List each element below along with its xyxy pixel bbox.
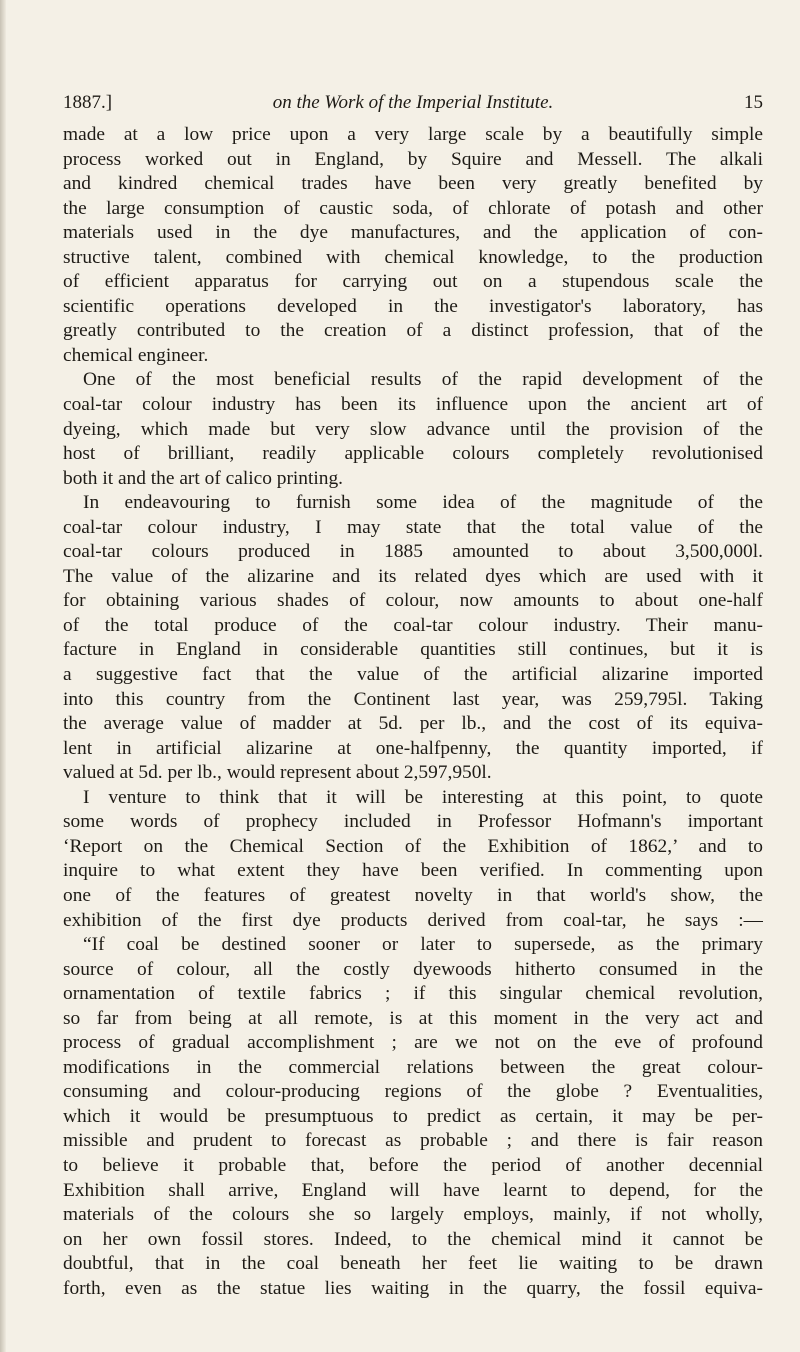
text-line: on her own fossil stores. Indeed, to the chemical mind it cannot be [63, 1228, 763, 1250]
text-line: one of the features of greatest novelty in that world's show, the [63, 884, 763, 906]
header-title: on the Work of the Imperial Institute. [272, 92, 554, 113]
text-line: process of gradual accomplishment ; are we not on the eve of profound [63, 1032, 763, 1054]
text-line: coal-tar colours produced in 1885 amounted to about 3,500,000l. [63, 541, 763, 563]
header-year: 1887.] [63, 92, 113, 113]
text-line: exhibition of the first dye products derived from coal-tar, he says :— [63, 909, 763, 931]
text-line: scientific operations developed in the investigator's laboratory, has [63, 295, 763, 317]
text-line: ornamentation of textile fabrics ; if this singular chemical revolution, [63, 983, 763, 1005]
text-line: materials used in the dye manufactures, and the application of con- [63, 222, 763, 244]
text-line: made at a low price upon a very large scale by a beautifully simple [63, 124, 763, 145]
running-head [63, 90, 763, 116]
text-line: of the total produce of the coal-tar colour industry. Their manu- [63, 614, 763, 636]
text-line: modifications in the commercial relations between the great colour- [63, 1056, 763, 1078]
text-line: which it would be presumptuous to predict as certain, it may be per- [63, 1105, 763, 1127]
text-line: facture in England in considerable quantities still continues, but it is [63, 639, 763, 661]
text-line: lent in artificial alizarine at one-halfpenny, the quantity imported, if [63, 737, 763, 759]
page-edge [0, 0, 6, 1352]
text-line: I venture to think that it will be interesting at this point, to quote [83, 786, 763, 808]
text-line: both it and the art of calico printing. [63, 467, 344, 489]
text-line: coal-tar colour industry has been its influence upon the ancient art of [63, 394, 763, 416]
text-line: ‘Report on the Chemical Section of the Exhibition of 1862,’ and to [63, 835, 763, 857]
text-line: for obtaining various shades of colour, now amounts to about one-half [63, 590, 763, 612]
text-line: inquire to what extent they have been verified. In commenting upon [63, 860, 763, 882]
body-text [63, 123, 763, 1301]
page-number: 15 [744, 92, 763, 113]
text-line: “If coal be destined sooner or later to supersede, as the primary [83, 934, 763, 956]
text-line: and kindred chemical trades have been very greatly benefited by [63, 173, 763, 195]
text-line: of efficient apparatus for carrying out on a stupendous scale the [63, 271, 763, 293]
text-line: chemical engineer. [63, 344, 209, 366]
text-line: The value of the alizarine and its related dyes which are used with it [63, 565, 763, 587]
text-line: coal-tar colour industry, I may state that the total value of the [63, 516, 763, 538]
text-line: a suggestive fact that the value of the artificial alizarine imported [63, 664, 763, 686]
text-line: source of colour, all the costly dyewoods hitherto consumed in the [63, 958, 763, 980]
text-line: to believe it probable that, before the period of another decennial [63, 1154, 763, 1176]
text-line: dyeing, which made but very slow advance until the provision of the [63, 418, 763, 440]
text-line: consuming and colour-producing regions of the globe ? Eventualities, [63, 1081, 763, 1103]
text-line: materials of the colours she so largely employs, mainly, if not wholly, [63, 1204, 763, 1226]
text-line: greatly contributed to the creation of a distinct profession, that of the [63, 320, 763, 342]
text-line: process worked out in England, by Squire and Messell. The alkali [63, 148, 763, 170]
text-line: some words of prophecy included in Professor Hofmann's important [63, 811, 763, 833]
text-line: In endeavouring to furnish some idea of the magnitude of the [83, 492, 763, 514]
text-line: host of brilliant, readily applicable colours completely revolutionised [63, 443, 763, 465]
text-line: the large consumption of caustic soda, of chlorate of potash and other [63, 197, 763, 219]
text-line: doubtful, that in the coal beneath her feet lie waiting to be drawn [63, 1253, 763, 1275]
text-line: valued at 5d. per lb., would represent about 2,597,950l. [63, 762, 492, 784]
text-line: One of the most beneficial results of the rapid development of the [83, 369, 763, 391]
text-line: missible and prudent to forecast as probable ; and there is fair reason [63, 1130, 763, 1152]
text-line: the average value of madder at 5d. per lb., and the cost of its equiva- [63, 713, 763, 735]
text-line: so far from being at all remote, is at this moment in the very act and [63, 1007, 763, 1029]
text-line: into this country from the Continent last year, was 259,795l. Taking [63, 688, 763, 710]
text-line: forth, even as the statue lies waiting in the quarry, the fossil equiva- [63, 1277, 763, 1299]
text-line: Exhibition shall arrive, England will have learnt to depend, for the [63, 1179, 763, 1201]
text-line: structive talent, combined with chemical knowledge, to the production [63, 246, 763, 268]
